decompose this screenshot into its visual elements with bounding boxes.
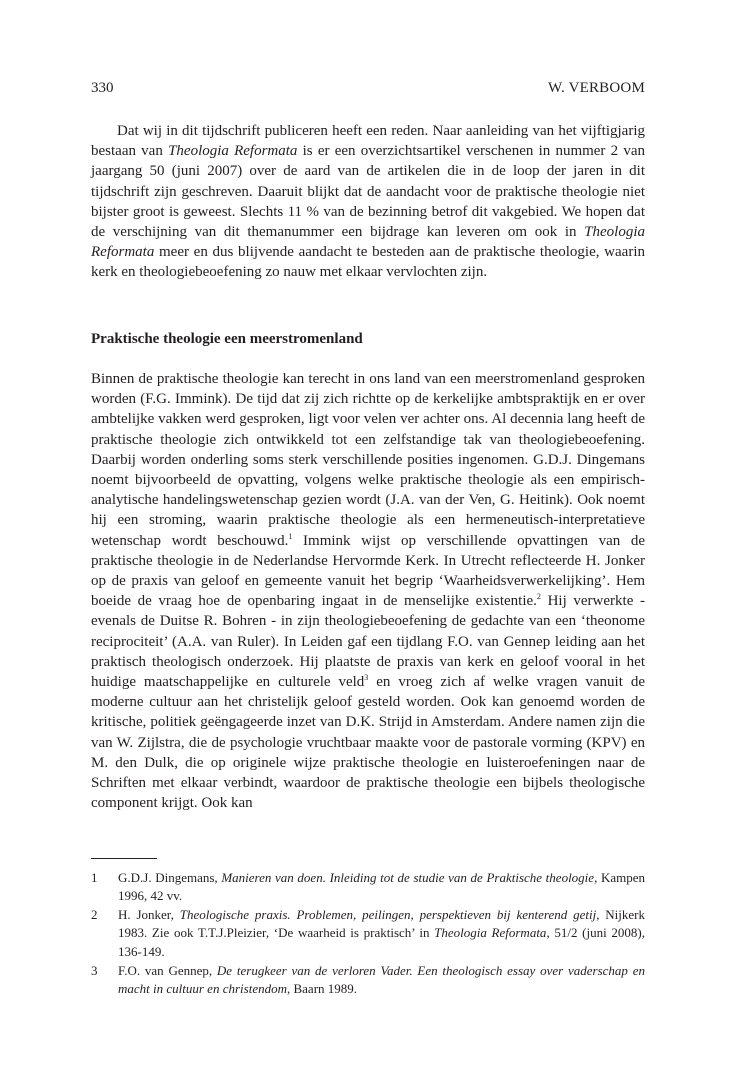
footnote-ref-2[interactable]: 2 bbox=[536, 592, 541, 602]
footnote-number: 3 bbox=[91, 963, 98, 978]
journal-title: Theologia Reformata bbox=[91, 224, 645, 261]
body-paragraph: Binnen de praktische theologie kan terecht in ons land van een meerstromenland gesproken worden (F.G. Immink). De tijd dat zij zich richtte op de kerkelijke ambtspraktijk en er over ambtelijke vakken werd gesproken, ligt voor velen ver achter ons. Al decennia lang heeft de praktische theologie zich ontwikkeld tot een zelfstandige tak van theologiebeoefening. Daarbij worden onderling soms sterk verschillende posities ingenomen. G.D.J. Dingemans noemt bijvoorbeeld de opvatting, volgens welke praktische theologie als een empirisch-analytische handelingswetenschap gezien wordt (J.A. van der Ven, G. Heitink). Ook noemt hij een stroming, waarin praktische theologie als een hermeneutisch-interpretatieve wetenschap wordt beschouwd.$^1$ Immink wijst op verschillende opvattingen van de praktische theologie in de Nederlandse Hervormde Kerk. In Utrecht reflecteerde H. Jonker op de praxis van geloof en gemeente vanuit het begrip ‘Waarheidsverwerkelijking’. Hem boeide de vraag hoe de openbaring ingaat in de menselijke existentie.$^2$ Hij verwerkte - evenals de Duitse R. Bohren - in zijn theologiebeoefening de gedachte van een ‘theonome reciprociteit’ (A.A. van Ruler). In Leiden gaf een tijdlang F.O. van Gennep leiding aan het praktisch theologisch onderzoek. Hij plaatste de praxis van kerk en geloof vooral in het huidige maatschappelijke en culturele veld$^3$ en vroeg zich af welke vragen vanuit de moderne cultuur aan het christelijk geloof gesteld worden. Ook kan genoemd worden de kritische, politiek geëngageerde inzet van D.K. Strijd in Amsterdam. Andere namen zijn die van W. Zijlstra, die de psychologie vruchtbaar maakte voor de pastorale vorming (KPV) en M. den Dulk, die op originele wijze praktische theologie en luisteroefeningen naar de Schriften met elkaar verbindt, waardoor de praktische theologie een bijbels theologische component krijgt. Ook kan bbox=[91, 371, 645, 812]
running-header-author: W. VERBOOM bbox=[547, 80, 645, 96]
footnote-2: 2 H. Jonker, Theologische praxis. Problemen, peilingen, perspektieven bij kenterend getij, Nijkerk 1983. Zie ook T.T.J.Pleizier, ‘De waarheid is praktisch’ in Theologia Reformata, 51/2 (juni 2008), 136-149. bbox=[91, 907, 645, 959]
footnote-3: 3 F.O. van Gennep, De terugkeer van de verloren Vader. Een theologisch essay over vaderschap en macht in cultuur en christendom, Baarn 1989. bbox=[91, 963, 645, 997]
page-number: 330 bbox=[91, 80, 114, 96]
footnote-1: 1 G.D.J. Dingemans, Manieren van doen. Inleiding tot de studie van de Praktische theologie, Kampen 1996, 42 vv. bbox=[91, 870, 645, 904]
footnote-ref-1[interactable]: 1 bbox=[288, 531, 293, 541]
footnote-number: 2 bbox=[91, 907, 98, 922]
section-heading: Praktische theologie een meerstromenland bbox=[91, 331, 363, 347]
footnote-number: 1 bbox=[91, 870, 98, 885]
intro-paragraph: Dat wij in dit tijdschrift publiceren heeft een reden. Naar aanleiding van het vijftigjarig bestaan van Theologia Reformata is er een overzichtsartikel verschenen in nummer 2 van jaargang 50 (juni 2007) over de aard van de artikelen die in de loop der jaren in dit tijdschrift zijn geschreven. Daaruit blijkt dat de aandacht voor de praktische theologie niet bijster groot is geweest. Slechts 11 % van de bezinning betrof dit vakgebied. We hopen dat de verschijning van dit themanummer een bijdrage kan leveren om ook in Theologia Reformata meer en dus blijvende aandacht te besteden aan de praktische theologie, waarin kerk en theologiebeoefening zo nauw met elkaar vervlochten zijn. bbox=[91, 123, 646, 281]
journal-title: Theologia Reformata bbox=[168, 143, 298, 160]
footnote-divider bbox=[91, 858, 157, 859]
footnote-ref-3[interactable]: 3 bbox=[364, 673, 369, 683]
